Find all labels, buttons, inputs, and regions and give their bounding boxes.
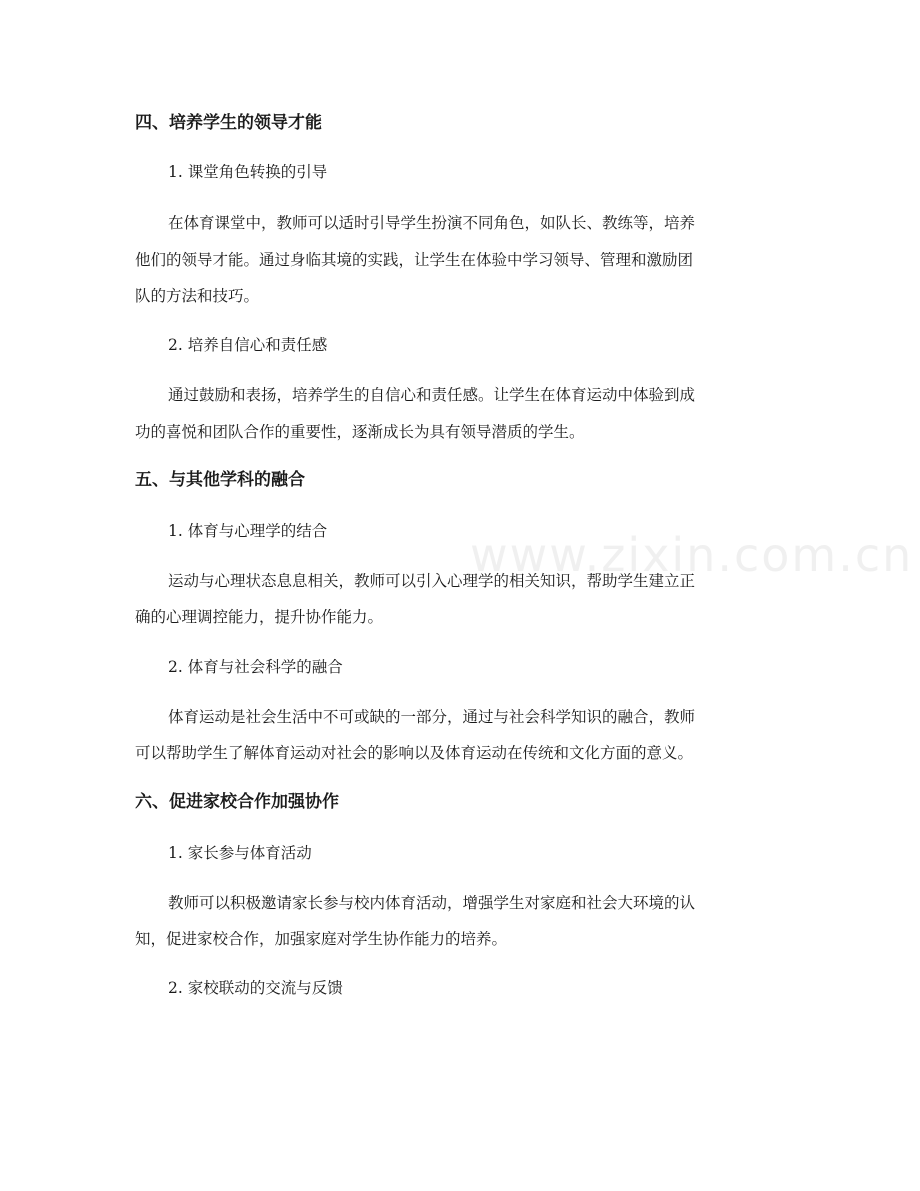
subsection-title: 2. 体育与社会科学的融合 [168, 658, 343, 676]
subsection-title: 2. 家校联动的交流与反馈 [168, 979, 343, 997]
watermark: www.zixin.com.cn [470, 528, 914, 582]
paragraph-line: 队的方法和技巧。 [135, 287, 260, 305]
paragraph-line: 功的喜悦和团队合作的重要性，逐渐成长为具有领导潜质的学生。 [135, 423, 585, 441]
paragraph-line: 在体育课堂中，教师可以适时引导学生扮演不同角色，如队长、教练等，培养 [168, 214, 696, 232]
paragraph-line: 通过鼓励和表扬，培养学生的自信心和责任感。让学生在体育运动中体验到成 [168, 386, 696, 404]
paragraph-line: 确的心理调控能力，提升协作能力。 [135, 608, 384, 626]
section-heading: 五、与其他学科的融合 [135, 470, 305, 490]
subsection-title: 1. 家长参与体育活动 [168, 844, 312, 862]
paragraph-line: 可以帮助学生了解体育运动对社会的影响以及体育运动在传统和文化方面的意义。 [135, 744, 694, 762]
paragraph-line: 知，促进家校合作，加强家庭对学生协作能力的培养。 [135, 930, 508, 948]
paragraph-line: 运动与心理状态息息相关，教师可以引入心理学的相关知识，帮助学生建立正 [168, 572, 696, 590]
section-heading: 四、培养学生的领导才能 [135, 113, 322, 133]
section-heading: 六、促进家校合作加强协作 [135, 792, 339, 812]
paragraph-line: 他们的领导才能。通过身临其境的实践，让学生在体验中学习领导、管理和激励团 [135, 251, 694, 269]
subsection-title: 1. 课堂角色转换的引导 [168, 163, 328, 181]
paragraph-line: 教师可以积极邀请家长参与校内体育活动，增强学生对家庭和社会大环境的认 [168, 894, 696, 912]
subsection-title: 1. 体育与心理学的结合 [168, 522, 328, 540]
subsection-title: 2. 培养自信心和责任感 [168, 336, 328, 354]
paragraph-line: 体育运动是社会生活中不可或缺的一部分，通过与社会科学知识的融合，教师 [168, 708, 696, 726]
